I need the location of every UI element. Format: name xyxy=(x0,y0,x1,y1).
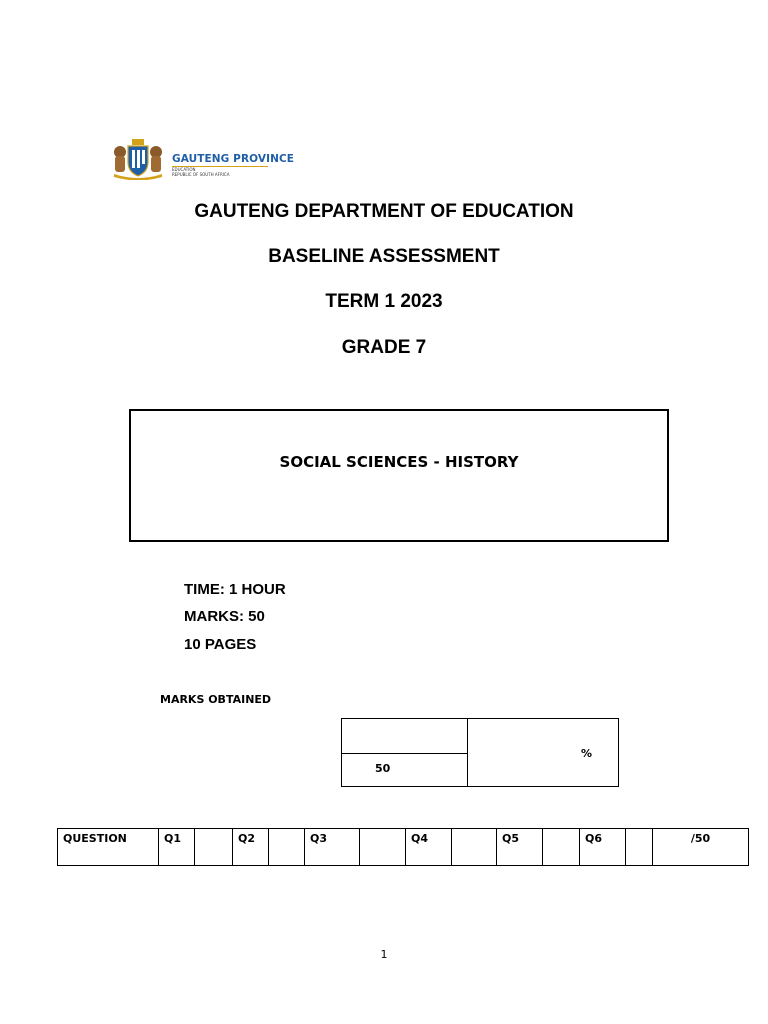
coat-of-arms-icon xyxy=(108,138,168,180)
page-number: 1 xyxy=(380,948,388,961)
logo-country: REPUBLIC OF SOUTH AFRICA xyxy=(172,172,230,177)
q1-label-cell: Q1 xyxy=(159,829,195,866)
term-heading: TERM 1 2023 xyxy=(325,291,443,312)
q5-label-cell: Q5 xyxy=(497,829,543,866)
q2-mark-cell[interactable] xyxy=(269,829,305,866)
marks-info: MARKS: 50 xyxy=(184,608,265,625)
time-info: TIME: 1 HOUR xyxy=(184,581,286,598)
marks-obtained-label: MARKS OBTAINED xyxy=(160,693,272,706)
q4-label-cell: Q4 xyxy=(406,829,452,866)
assessment-heading: BASELINE ASSESSMENT xyxy=(268,246,500,267)
percent-sign: % xyxy=(581,747,593,760)
logo-title: GAUTENG PROVINCE xyxy=(172,153,295,165)
question-header-cell: QUESTION xyxy=(58,829,159,866)
question-marks-table xyxy=(57,828,749,866)
q5-mark-cell[interactable] xyxy=(543,829,580,866)
q2-label-cell: Q2 xyxy=(233,829,269,866)
q1-mark-cell[interactable] xyxy=(195,829,233,866)
marks-total-value: 50 xyxy=(375,762,391,775)
marks-total-cell xyxy=(341,753,468,787)
logo-subtitle: EDUCATION xyxy=(172,167,196,172)
percentage-cell[interactable] xyxy=(467,718,619,787)
table-row xyxy=(58,829,749,866)
grade-heading: GRADE 7 xyxy=(341,337,427,358)
q6-mark-cell[interactable] xyxy=(626,829,653,866)
q3-label-cell: Q3 xyxy=(305,829,360,866)
q6-label-cell: Q6 xyxy=(580,829,626,866)
q4-mark-cell[interactable] xyxy=(452,829,497,866)
subject-title: SOCIAL SCIENCES - HISTORY xyxy=(279,453,519,471)
total-cell: /50 xyxy=(653,829,749,866)
marks-obtained-input-cell[interactable] xyxy=(341,718,468,754)
marks-obtained-table xyxy=(341,718,619,787)
department-heading: GAUTENG DEPARTMENT OF EDUCATION xyxy=(194,201,574,222)
gauteng-logo xyxy=(100,128,300,184)
pages-info: 10 PAGES xyxy=(184,636,257,653)
subject-box xyxy=(129,409,669,542)
q3-mark-cell[interactable] xyxy=(360,829,406,866)
